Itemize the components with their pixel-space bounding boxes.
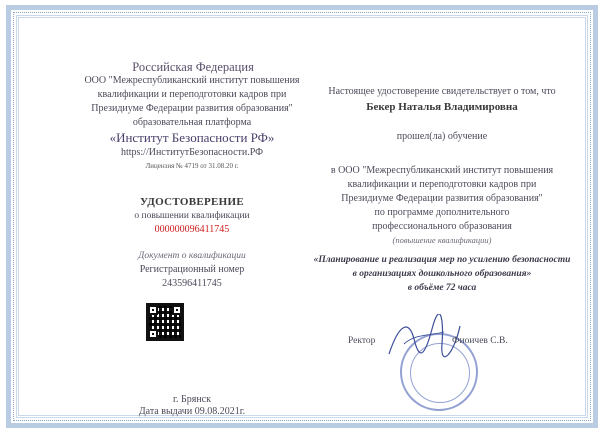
course-title-line2: в организациях дошкольного образования»	[352, 269, 532, 279]
training-org-line3: Президиуме Федерации развития образования"	[341, 193, 543, 204]
registration-label: Регистрационный номер	[139, 264, 245, 275]
program-line2: профессионального образования	[372, 221, 512, 232]
qr-finder	[148, 305, 158, 315]
platform-label: образовательная платформа	[132, 117, 252, 128]
qr-finder	[172, 305, 182, 315]
document-subtitle: о повышении квалификации	[134, 211, 250, 221]
person-name: Бекер Наталья Владимировна	[366, 101, 518, 113]
course-hours: в объёме 72 часа	[407, 283, 477, 293]
issue-city: г. Брянск	[173, 394, 211, 405]
issue-date: Дата выдачи 09.08.2021г.	[138, 406, 246, 417]
license-info: Лицензия № 4719 от 31.08.20 г.	[145, 162, 239, 170]
document-title: УДОСТОВЕРЕНИЕ	[140, 196, 244, 208]
program-line1: по программе дополнительного	[374, 207, 510, 218]
country-label: Российская Федерация	[132, 60, 254, 74]
qr-finder	[148, 329, 158, 339]
issuer-org-line1: ООО "Межреспубликанский институт повышения	[84, 75, 300, 86]
course-title-line1: «Планирование и реализация мер по усилению безопасности	[313, 255, 571, 265]
platform-name: «Институт Безопасности РФ»	[109, 130, 275, 145]
training-org-line1: в ООО "Межреспубликанский институт повышения	[330, 165, 554, 176]
qr-code-icon	[146, 303, 184, 341]
program-type: (повышение квалификации)	[392, 235, 492, 245]
registration-number: 243596411745	[162, 278, 222, 289]
platform-url: https://ИнститутБезопасности.РФ	[120, 147, 264, 158]
rector-label: Ректор	[348, 336, 376, 346]
training-org-line2: квалификации и переподготовки кадров при	[347, 179, 537, 190]
document-type-label: Документ о квалификации	[138, 251, 246, 261]
certifies-text: Настоящее удостоверение свидетельствует о том, что	[328, 86, 556, 97]
rector-name: Фиоичев С.В.	[452, 336, 508, 346]
issuer-org-line3: Президиуме Федерации развития образования"	[91, 103, 293, 114]
document-number: 000000096411745	[154, 224, 230, 235]
issuer-org-line2: квалификации и переподготовки кадров при	[97, 89, 287, 100]
passed-training-text: прошел(ла) обучение	[396, 131, 488, 142]
